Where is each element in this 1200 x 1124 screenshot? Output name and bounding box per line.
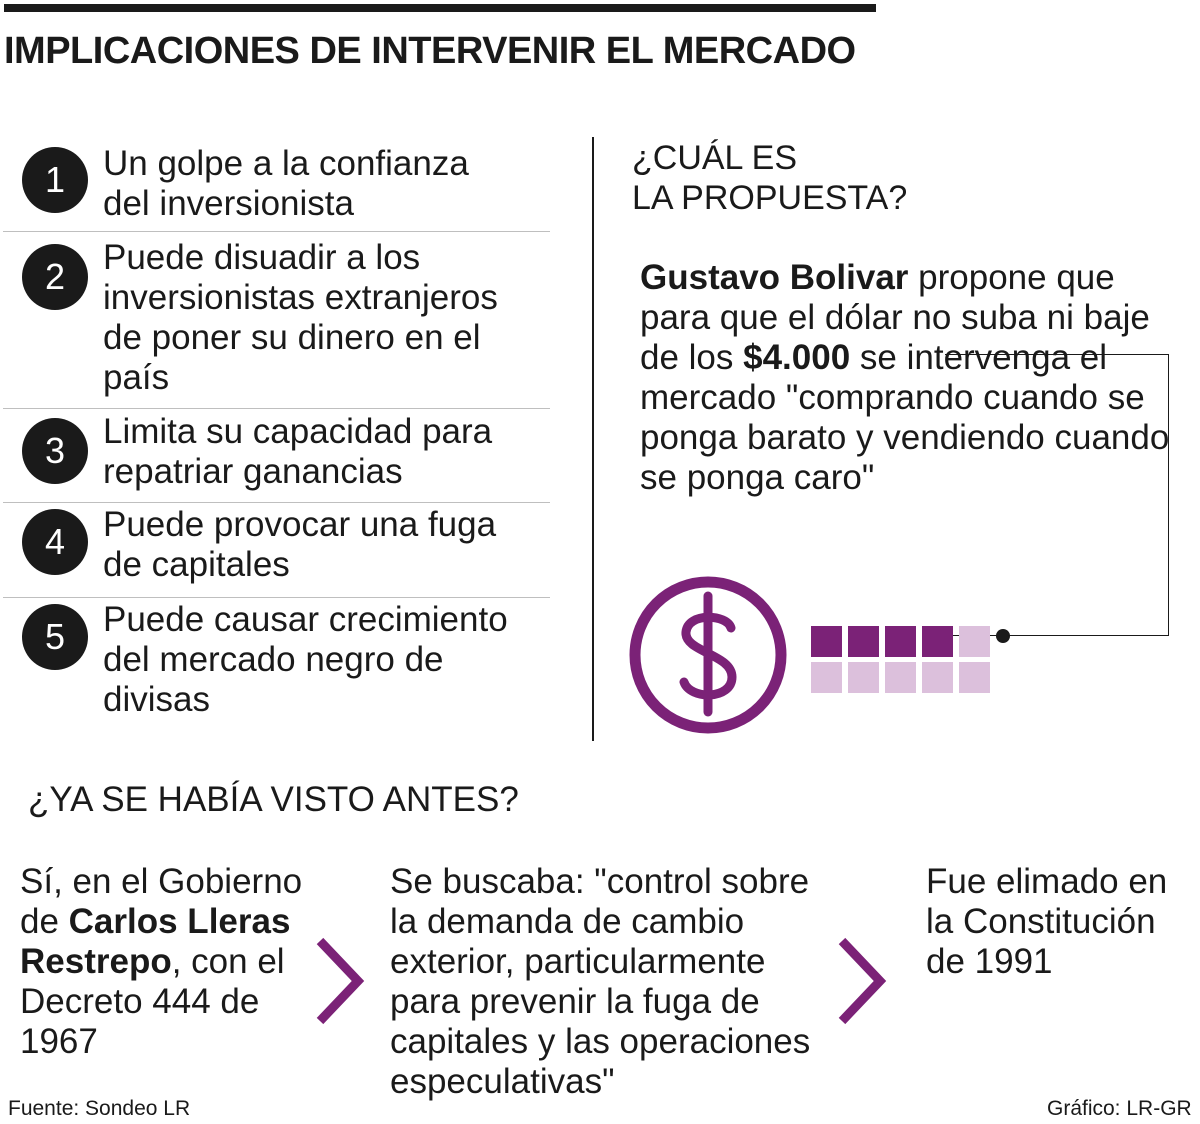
president-name: Carlos Lleras Restrepo — [20, 902, 291, 981]
implication-text: Un golpe a la confianza del inversionista — [103, 144, 469, 223]
level-cell-empty — [959, 662, 990, 693]
credit-note: Gráfico: LR-GR — [1047, 1097, 1192, 1120]
chevron-right-icon — [312, 935, 368, 1027]
separator — [3, 502, 550, 503]
vertical-divider — [592, 137, 594, 741]
history-title: ¿YA SE HABÍA VISTO ANTES? — [28, 780, 519, 819]
source-note: Fuente: Sondeo LR — [8, 1097, 191, 1120]
level-cell-empty — [885, 662, 916, 693]
dollar-amount: $4.000 — [743, 338, 851, 377]
level-cell-empty — [922, 662, 953, 693]
number-badge: 2 — [22, 244, 88, 310]
level-cell-filled — [811, 626, 842, 657]
callout-connector-line — [945, 354, 1169, 636]
dollar-circle-icon — [628, 576, 793, 736]
implication-text: Limita su capacidad para repatriar ganancias — [103, 412, 493, 491]
separator — [3, 231, 550, 232]
history-col1-text-b: , con el Decreto 444 de 1967 — [20, 942, 285, 1061]
level-cell-empty — [848, 662, 879, 693]
implication-text: Puede provocar una fuga de capitales — [103, 505, 497, 584]
proposal-text-part-1: propone que para que el dólar no suba ni baje de los — [640, 258, 1150, 377]
separator — [3, 408, 550, 409]
implication-text: Puede causar crecimiento del mercado negro de divisas — [103, 600, 508, 719]
proposal-title: ¿CUÁL ES LA PROPUESTA? — [632, 139, 908, 217]
callout-dot — [996, 629, 1010, 643]
history-column-2: Se buscaba: "control sobre la demanda de cambio exterior, particularmente para prevenir la fuga de capitales y las operaciones especulativas" — [390, 862, 811, 1101]
number-badge: 3 — [22, 418, 88, 484]
level-cell-filled — [848, 626, 879, 657]
level-cell-filled — [885, 626, 916, 657]
implication-text: Puede disuadir a los inversionistas extranjeros de poner su dinero en el país — [103, 238, 498, 397]
level-cell-filled — [922, 626, 953, 657]
number-badge: 1 — [22, 147, 88, 213]
separator — [3, 597, 550, 598]
number-badge: 4 — [22, 509, 88, 575]
history-column-3: Fue elimado en la Constitución de 1991 — [926, 862, 1168, 981]
level-cell-empty — [959, 626, 990, 657]
top-rule — [4, 4, 876, 12]
chevron-right-icon — [834, 935, 890, 1027]
proposal-text-part-2: se intervenga el mercado "comprando cuando se ponga barato y vendiendo cuando se ponga caro" — [640, 338, 1170, 497]
history-column-1 — [20, 862, 315, 1062]
history-col1-text-a: Sí, en el Gobierno de — [20, 862, 303, 941]
proposer-name: Gustavo Bolivar — [640, 258, 909, 297]
main-title: IMPLICACIONES DE INTERVENIR EL MERCADO — [4, 30, 856, 72]
level-cell-empty — [811, 662, 842, 693]
number-badge: 5 — [22, 604, 88, 670]
